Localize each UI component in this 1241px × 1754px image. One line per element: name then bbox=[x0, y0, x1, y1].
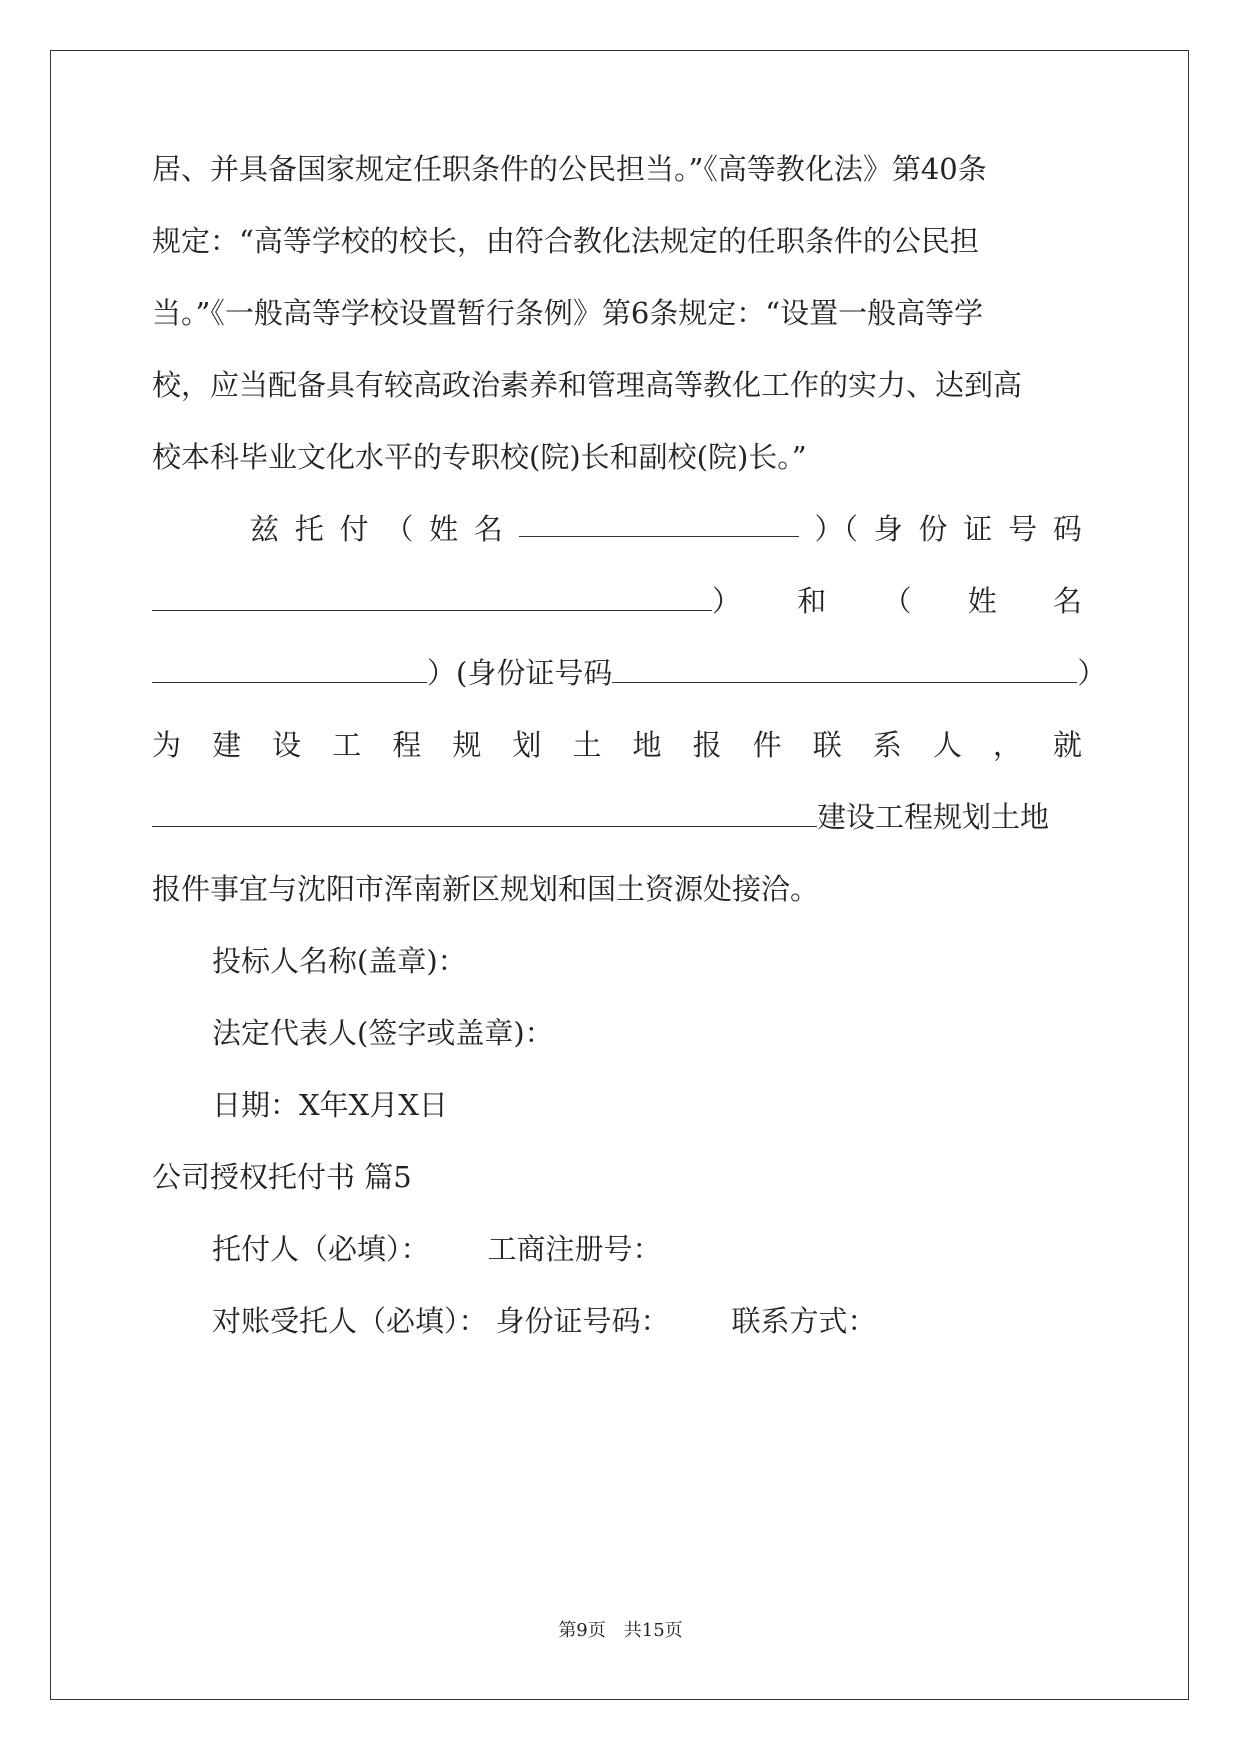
auth-char: 建 bbox=[212, 728, 242, 762]
auth-char: 身 bbox=[873, 512, 903, 546]
authorization-line-1 bbox=[250, 506, 1082, 552]
id-number-blank-2[interactable] bbox=[612, 652, 1077, 683]
name-blank-1[interactable] bbox=[519, 506, 799, 537]
auth-char: （ bbox=[882, 584, 912, 618]
auth-char: 件 bbox=[752, 728, 782, 762]
auth-char: ， bbox=[992, 728, 1022, 762]
auth-char: 就 bbox=[1052, 728, 1082, 762]
principal-line bbox=[212, 1226, 1082, 1272]
authorization-line-5 bbox=[152, 794, 1082, 840]
auth-char: 付 bbox=[339, 512, 369, 546]
auth-char: 工 bbox=[332, 728, 362, 762]
auth-char: （ bbox=[384, 512, 414, 546]
agent-label: 对账受托人（必填）： bbox=[212, 1304, 488, 1338]
auth-char: 名 bbox=[1052, 584, 1082, 618]
auth-char: 托 bbox=[294, 512, 324, 546]
legal-representative-label: 法定代表人(签字或盖章)： bbox=[212, 1016, 554, 1050]
auth-char: 报 bbox=[692, 728, 722, 762]
auth-char: 系 bbox=[872, 728, 902, 762]
auth-char: 设 bbox=[272, 728, 302, 762]
auth-char: 码 bbox=[1052, 512, 1082, 546]
auth-char: 份 bbox=[918, 512, 948, 546]
principal-label: 托付人（必填）： bbox=[212, 1232, 430, 1266]
auth-char: 程 bbox=[392, 728, 422, 762]
auth-char: 号 bbox=[1008, 512, 1038, 546]
auth-char: 规 bbox=[452, 728, 482, 762]
page-number: 第9页 共15页 bbox=[558, 1620, 683, 1641]
paragraph-line-3: 当。”《一般高等学校设置暂行条例》第6条规定：“设置一般高等学 bbox=[152, 296, 984, 330]
auth-bracket: ） bbox=[712, 584, 742, 618]
auth-project-text: 建设工程规划土地 bbox=[817, 800, 1050, 834]
authorization-line-2 bbox=[152, 578, 1082, 624]
date-label: 日期：X年X月X日 bbox=[212, 1088, 448, 1122]
auth-bracket: ）（ bbox=[814, 512, 858, 546]
section-heading: 公司授权托付书 篇5 bbox=[152, 1160, 412, 1194]
auth-char: 土 bbox=[572, 728, 602, 762]
auth-char: 为 bbox=[152, 728, 182, 762]
auth-id-label: ）(身份证号码 bbox=[427, 656, 613, 690]
auth-char: 名 bbox=[473, 512, 503, 546]
id-number-label: 身份证号码： bbox=[495, 1304, 670, 1338]
id-number-blank-1[interactable] bbox=[152, 580, 712, 611]
auth-char: 和 bbox=[797, 584, 827, 618]
auth-char: 联 bbox=[812, 728, 842, 762]
auth-char: 姓 bbox=[967, 584, 997, 618]
authorization-line-4 bbox=[152, 722, 1082, 768]
authorization-line-3 bbox=[152, 650, 1107, 696]
auth-bracket: ） bbox=[1077, 656, 1107, 690]
paragraph-line-1: 居、并具备国家规定任职条件的公民担当。”《高等教化法》第40条 bbox=[152, 152, 987, 186]
agent-line bbox=[212, 1298, 1082, 1344]
auth-char: 兹 bbox=[250, 512, 280, 546]
registration-number-label: 工商注册号： bbox=[487, 1232, 662, 1266]
project-name-blank[interactable] bbox=[152, 796, 817, 827]
bidder-name-label: 投标人名称(盖章)： bbox=[212, 944, 467, 978]
paragraph-line-4: 校，应当配备具有较高政治素养和管理高等教化工作的实力、达到高 bbox=[152, 368, 1023, 402]
authorization-line-6: 报件事宜与沈阳市浑南新区规划和国土资源处接洽。 bbox=[152, 872, 820, 906]
auth-char: 人 bbox=[932, 728, 962, 762]
paragraph-line-5: 校本科毕业文化水平的专职校(院)长和副校(院)长。” bbox=[152, 440, 807, 474]
auth-char: 划 bbox=[512, 728, 542, 762]
paragraph-line-2: 规定：“高等学校的校长，由符合教化法规定的任职条件的公民担 bbox=[152, 224, 979, 258]
auth-char: 地 bbox=[632, 728, 662, 762]
auth-char: 证 bbox=[963, 512, 993, 546]
contact-label: 联系方式： bbox=[731, 1304, 877, 1338]
name-blank-2[interactable] bbox=[152, 652, 427, 683]
auth-char: 姓 bbox=[429, 512, 459, 546]
